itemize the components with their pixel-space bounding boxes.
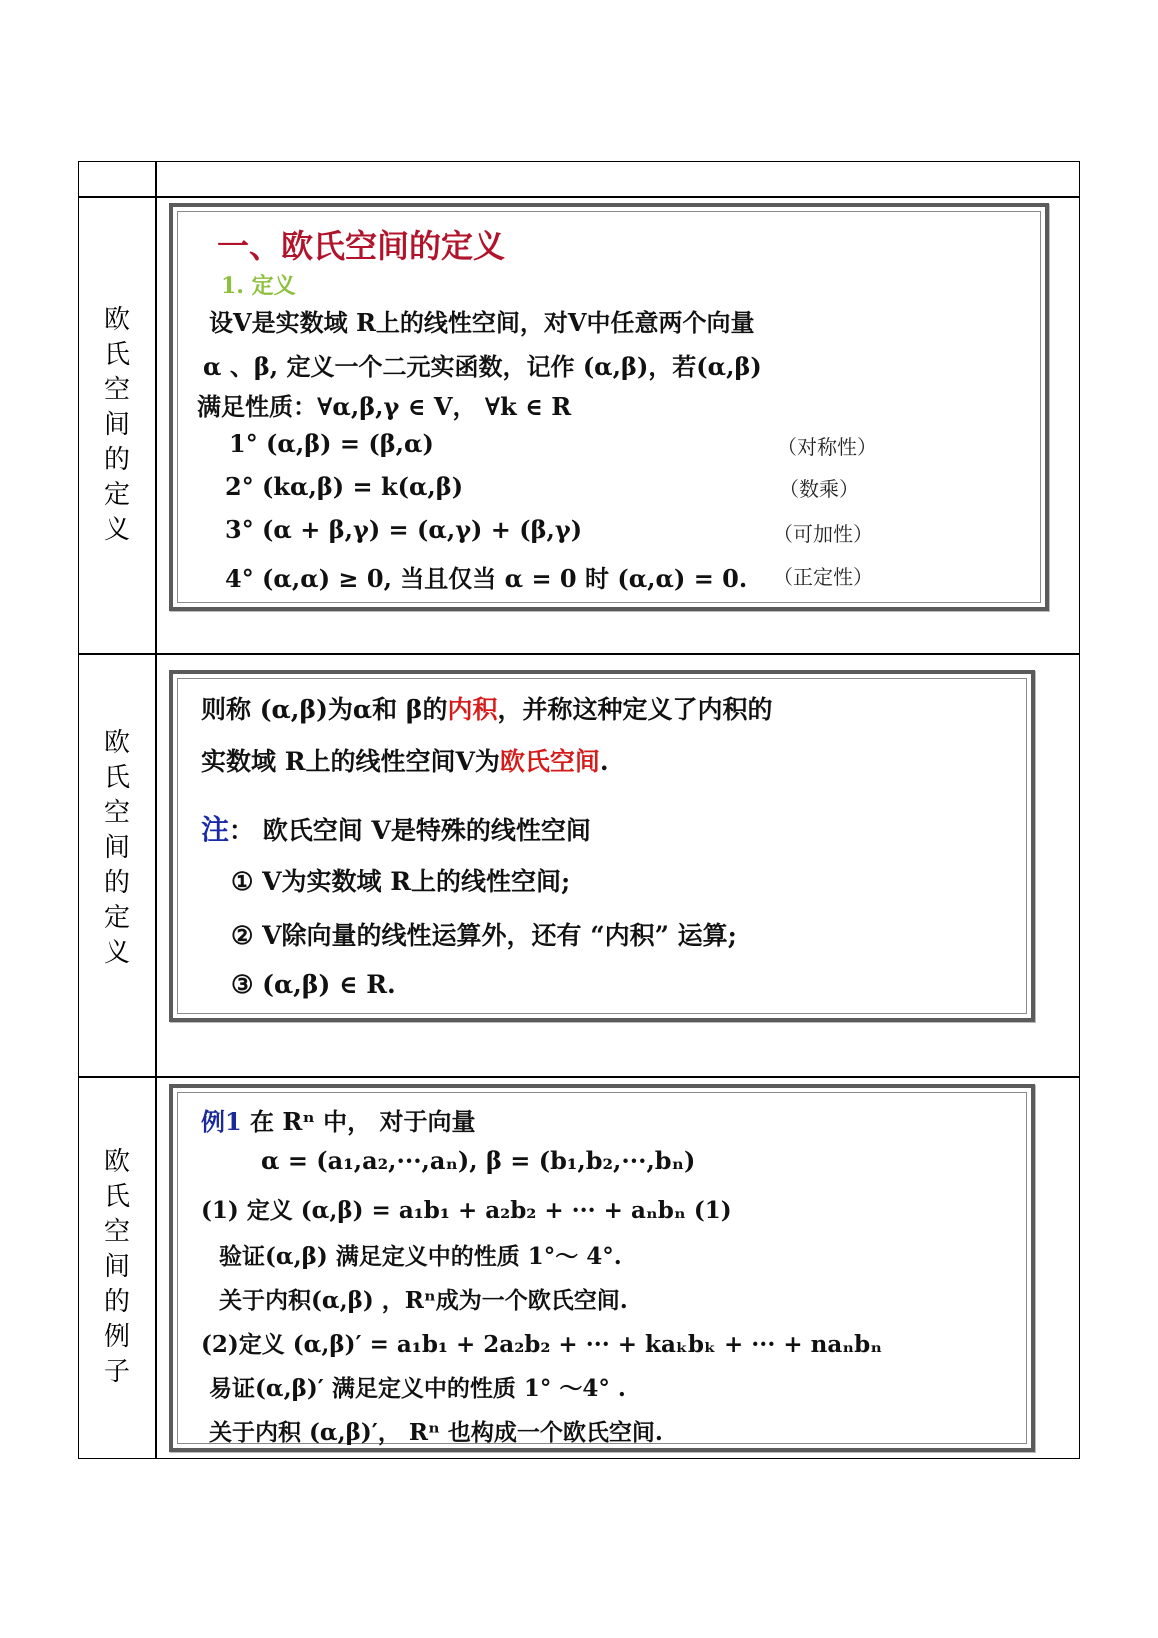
property-name: （可加性） — [773, 522, 873, 546]
column-divider — [155, 162, 157, 1458]
definition-line: α 、β, 定义一个二元实函数，记作 (α,β)，若(α,β) — [203, 352, 762, 381]
row-label-definition: 欧 氏 空 间 的 定 义 — [103, 305, 130, 545]
note-item: ① V为实数域 R上的线性空间; — [231, 867, 571, 896]
header-row-divider — [79, 196, 1079, 198]
inner-product-line: 则称 (α,β)为α和 β的内积，并称这种定义了内积的 — [201, 695, 773, 724]
example-line: 验证(α,β) 满足定义中的性质 1°～ 4°. — [219, 1243, 622, 1270]
example-vectors: α = (a₁,a₂,···,aₙ), β = (b₁,b₂,···,bₙ) — [261, 1146, 696, 1175]
example-label: 例1 — [201, 1107, 242, 1136]
slide-definition — [169, 203, 1049, 611]
row-label-definition-2: 欧 氏 空 间 的 定 义 — [103, 728, 130, 968]
slide-euclidean-space — [169, 670, 1035, 1022]
example-line: 关于内积 (α,β)′， Rⁿ 也构成一个欧氏空间. — [209, 1419, 663, 1446]
property-name: （数乘） — [779, 477, 859, 501]
example-intro: 例1 在 Rⁿ 中， 对于向量 — [201, 1107, 476, 1136]
example-line: 易证(α,β)′ 满足定义中的性质 1° ～4° . — [209, 1375, 626, 1402]
row-divider — [79, 653, 1079, 655]
property-formula: 4° (α,α) ≥ 0, 当且仅当 α = 0 时 (α,α) = 0. — [225, 564, 748, 593]
note-item: ② V除向量的线性运算外，还有 “内积” 运算; — [231, 921, 737, 950]
row-label-example: 欧 氏 空 间 的 例 子 — [103, 1147, 130, 1387]
note-label: 注 — [201, 813, 230, 846]
euclidean-space-line: 实数域 R上的线性空间V为欧氏空间. — [201, 747, 609, 776]
note-line: 注： 欧氏空间 V是特殊的线性空间 — [201, 813, 591, 846]
inner-product-term: 内积 — [447, 695, 498, 724]
example-line: 关于内积(α,β) ，Rⁿ成为一个欧氏空间. — [219, 1287, 628, 1314]
slide-example — [169, 1084, 1035, 1452]
layout-table — [78, 161, 1080, 1459]
slide-heading: 一、欧氏空间的定义 — [217, 227, 506, 265]
property-formula: 2° (kα,β) = k(α,β) — [225, 472, 464, 501]
euclidean-space-term: 欧氏空间 — [499, 747, 600, 776]
definition-line: 设V是实数域 R上的线性空间，对V中任意两个向量 — [209, 308, 755, 337]
slide-subheading: 1. 定义 — [221, 273, 296, 299]
property-name: （正定性） — [773, 565, 873, 589]
example-line: (1) 定义 (α,β) = a₁b₁ + a₂b₂ + ··· + aₙbₙ (1) — [201, 1197, 732, 1224]
definition-line: 满足性质：∀α,β,γ ∈ V， ∀k ∈ R — [197, 392, 572, 421]
property-formula: 3° (α + β,γ) = (α,γ) + (β,γ) — [225, 515, 583, 544]
note-item: ③ (α,β) ∈ R. — [231, 970, 396, 999]
example-line: (2)定义 (α,β)′ = a₁b₁ + 2a₂b₂ + ··· + kaₖbₖ + ··· + naₙbₙ — [201, 1331, 883, 1358]
property-formula: 1° (α,β) = (β,α) — [229, 429, 434, 458]
property-name: （对称性） — [777, 435, 877, 459]
row-divider — [79, 1076, 1079, 1078]
